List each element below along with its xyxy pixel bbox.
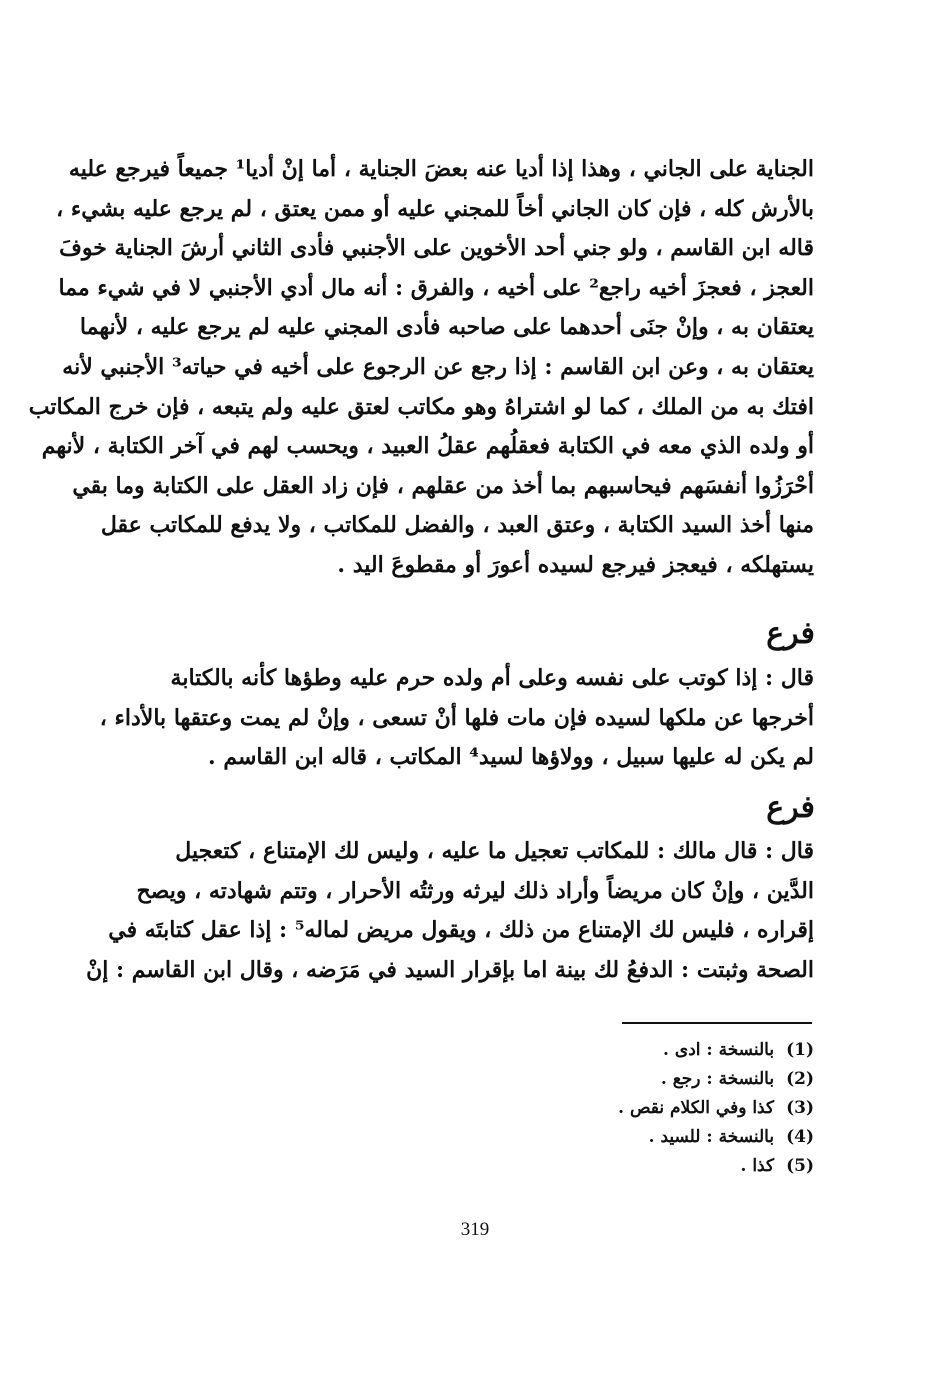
text-line: أو ولده الذي معه في الكتابة فعقلُهم عقلُ العبيد ، ويحسب لهم في آخر الكتابة ، لأنهم bbox=[41, 433, 814, 460]
footnote-divider bbox=[622, 1022, 812, 1024]
footnote-text: كذا وفي الكلام نقص . bbox=[618, 1098, 775, 1118]
footnote-item bbox=[560, 1094, 814, 1123]
text-line: الدَّين ، وإنْ كان مريضاً وأراد ذلك ليرثه ورثتُه الأحرار ، وتتم شهادته ، ويصح bbox=[136, 877, 814, 904]
footnote-text: بالنسخة : للسيد . bbox=[648, 1127, 775, 1147]
text-line: يستهلكه ، فيعجز فيرجع لسيده أعورَ أو مقطوعَ اليد . bbox=[337, 551, 814, 578]
text-line: قال : قال مالك : للمكاتب تعجيل ما عليه ، وليس لك الإمتناع ، كتعجيل bbox=[175, 838, 814, 864]
footnote-item bbox=[560, 1036, 814, 1065]
footnote-number: (5) bbox=[786, 1156, 814, 1176]
text-line: العجز ، فعجزَ أخيه راجع² على أخيه ، والفرق : أنه مال أدي الأجنبي لا في شيء مما bbox=[58, 274, 814, 301]
text-line: افتك به من الملك ، كما لو اشتراهُ وهو مكاتب لعتق عليه ولم يتبعه ، فإن خرج المكاتب bbox=[28, 393, 814, 420]
footnote-number: (2) bbox=[786, 1069, 814, 1089]
text-line: الجناية على الجاني ، وهذا إذا أديا عنه بعضَ الجناية ، أما إنْ أديا¹ جميعاً فيرجع عليه bbox=[68, 156, 814, 182]
footnotes-list bbox=[560, 1036, 814, 1181]
paragraph-3 bbox=[86, 832, 814, 990]
footnote-text: بالنسخة : ادى . bbox=[663, 1040, 775, 1060]
page-number: 319 bbox=[460, 1219, 490, 1240]
section-heading-2: فرع bbox=[766, 790, 815, 825]
text-line: بالأرش كله ، فإن كان الجاني أخاً للمجني عليه أو ممن يعتق ، لم يرجع عليه بشيء ، bbox=[56, 195, 814, 222]
text-line: منها أخذ السيد الكتابة ، وعتق العبد ، والفضل للمكاتب ، ولا يدفع للمكاتب عقل bbox=[100, 512, 814, 539]
paragraph-2 bbox=[99, 659, 814, 778]
text-line: إقراره ، فليس لك الإمتناع من ذلك ، ويقول مريض لماله⁵ : إذا عقل كتابتَه في bbox=[108, 917, 814, 944]
text-line: يعتقان به ، وعن ابن القاسم : إذا رجع عن الرجوع على أخيه في حياته³ الأجنبي لأنه bbox=[62, 353, 814, 380]
footnote-item bbox=[560, 1152, 814, 1181]
footnote-text: كذا . bbox=[740, 1156, 775, 1176]
paragraph-1 bbox=[28, 150, 814, 586]
footnote-number: (1) bbox=[786, 1040, 814, 1060]
text-line: يعتقان به ، وإنْ جنَى أحدهما على صاحبه فأدى المجني عليه لم يرجع عليه ، لأنهما bbox=[79, 314, 814, 341]
footnote-text: بالنسخة : رجع . bbox=[660, 1069, 775, 1089]
text-line: لم يكن له عليها سبيل ، وولاؤها لسيد⁴ المكاتب ، قاله ابن القاسم . bbox=[208, 744, 814, 771]
footnote-item bbox=[560, 1065, 814, 1094]
footnote-number: (3) bbox=[786, 1098, 814, 1118]
text-line: أحْرَزُوا أنفسَهم فيحاسبهم بما أخذ من عقلهم ، فإن زاد العقل على الكتابة وما بقي bbox=[72, 472, 814, 499]
text-line: الصحة وثبتت : الدفعُ لك بينة اما بإقرار السيد في مَرَضه ، وقال ابن القاسم : إنْ bbox=[86, 956, 814, 983]
section-heading-1: فرع bbox=[766, 616, 815, 651]
footnote-number: (4) bbox=[786, 1127, 814, 1147]
text-line: قال : إذا كوتب على نفسه وعلى أم ولده حرم عليه وطؤها كأنه بالكتابة bbox=[170, 665, 814, 691]
text-line: قاله ابن القاسم ، ولو جني أحد الأخوين على الأجنبي فأدى الثاني أرشَ الجناية خوفَ bbox=[59, 235, 814, 262]
footnote-item bbox=[560, 1123, 814, 1152]
text-line: أخرجها عن ملكها لسيده فإن مات فلها أنْ تسعى ، وإنْ لم يمت وعتقها بالأداء ، bbox=[99, 704, 814, 731]
